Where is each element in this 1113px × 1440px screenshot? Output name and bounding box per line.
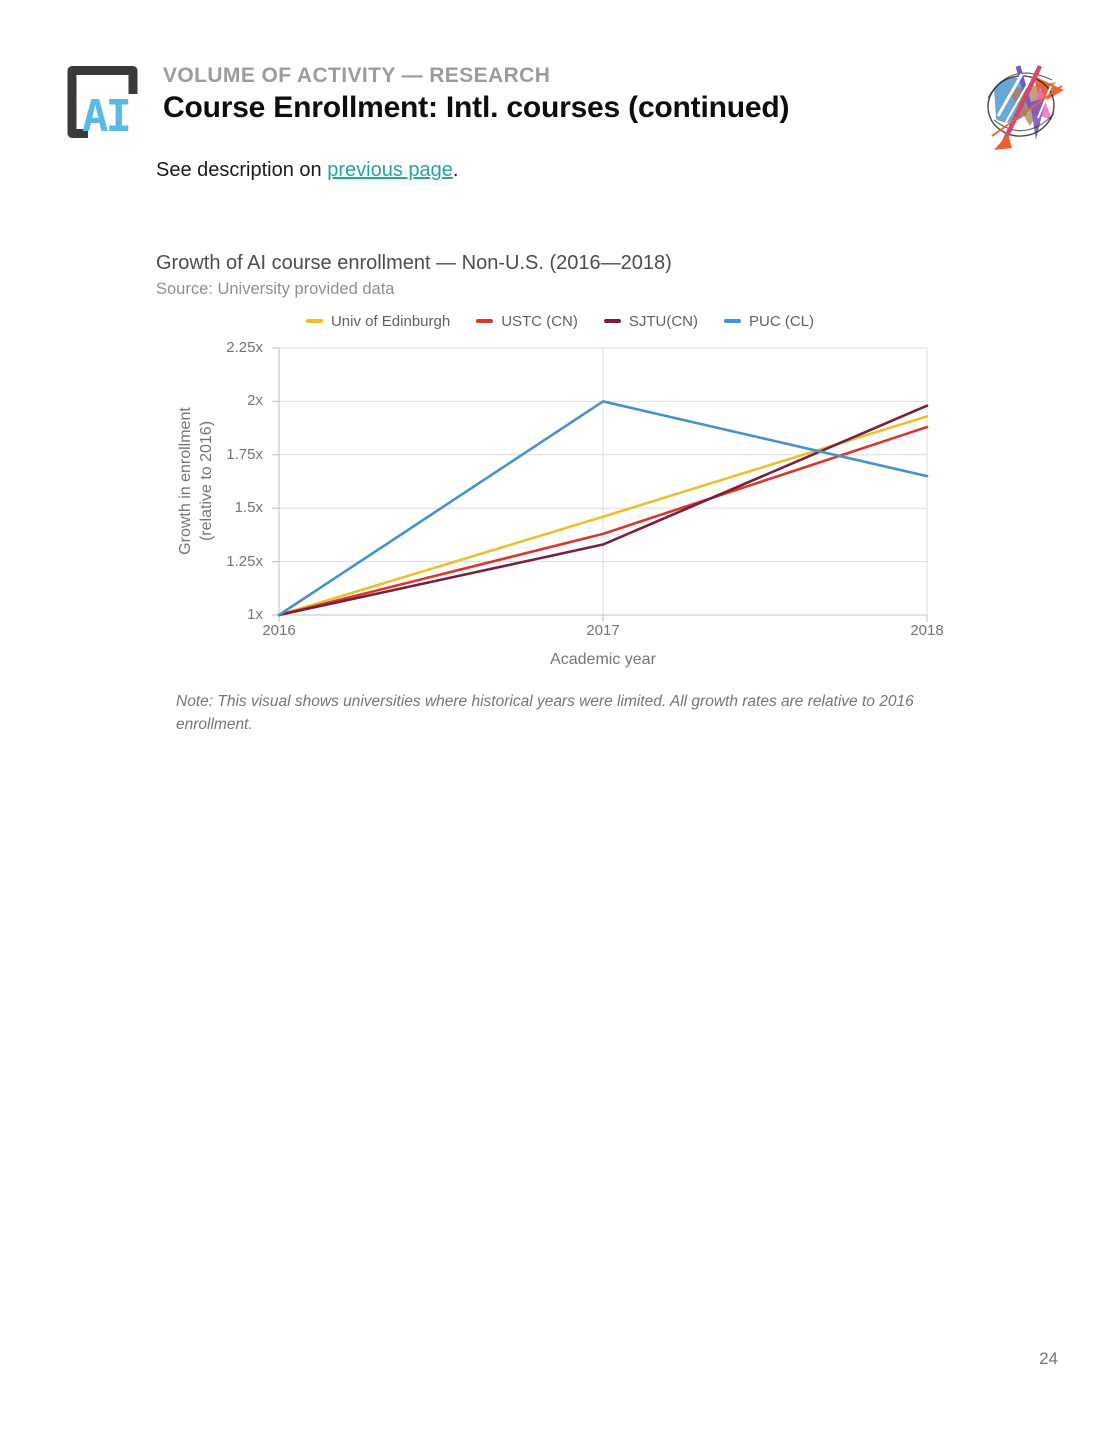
y-tick-label: 1.5x [234,499,263,517]
chart-note: Note: This visual shows universities where historical years were limited. All growth rates are relative to 2016 enrollment. [176,693,914,734]
ai-bracket-icon [60,62,144,140]
x-axis-label: Academic year [550,651,656,668]
legend-marker [476,319,493,323]
page-title: Course Enrollment: Intl. courses (continued) [163,91,790,124]
legend-label: SJTU(CN) [628,312,699,330]
y-tick-label: 2.25x [226,339,263,356]
legend-item [476,311,578,331]
legend-marker [306,319,323,323]
legend-marker [604,319,621,323]
globe-art-icon [980,56,1064,154]
legend-marker [724,319,741,323]
y-axis-label-line2: (relative to 2016) [198,420,215,542]
x-tick-label: 2017 [586,622,620,639]
x-tick-label: 2018 [910,622,944,639]
chart-legend [180,311,940,331]
ai-logo-text: AI [82,91,129,140]
decorative-globe-logo [980,56,1064,154]
chart-source: Source: University provided data [156,280,395,298]
legend-item [724,311,814,331]
description-prefix: See description on [156,159,328,181]
chart-title: Growth of AI course enrollment — Non-U.S. (2016—2018) [156,252,672,274]
chart-plot-area [180,340,940,640]
previous-page-link[interactable]: previous page [327,159,453,181]
y-tick-label: 1x [247,606,263,623]
y-tick-label: 1.75x [226,445,263,463]
description-text [156,159,458,182]
legend-label: PUC (CL) [749,312,815,330]
y-axis-label-line1: Growth in enrollment [177,407,194,555]
y-tick-label: 1.25x [226,552,263,570]
legend-item [306,311,450,331]
legend-item [604,311,698,331]
y-tick-label: 2x [247,392,263,410]
legend-label: USTC (CN) [501,312,578,330]
page-number: 24 [1039,1349,1058,1368]
x-tick-label: 2016 [262,622,296,639]
ai-index-logo [60,62,144,140]
description-suffix: . [452,159,459,181]
legend-label: Univ of Edinburgh [330,312,451,330]
y-axis-label [175,341,217,621]
section-eyebrow: VOLUME OF ACTIVITY — RESEARCH [163,64,551,87]
line-chart [177,339,944,640]
